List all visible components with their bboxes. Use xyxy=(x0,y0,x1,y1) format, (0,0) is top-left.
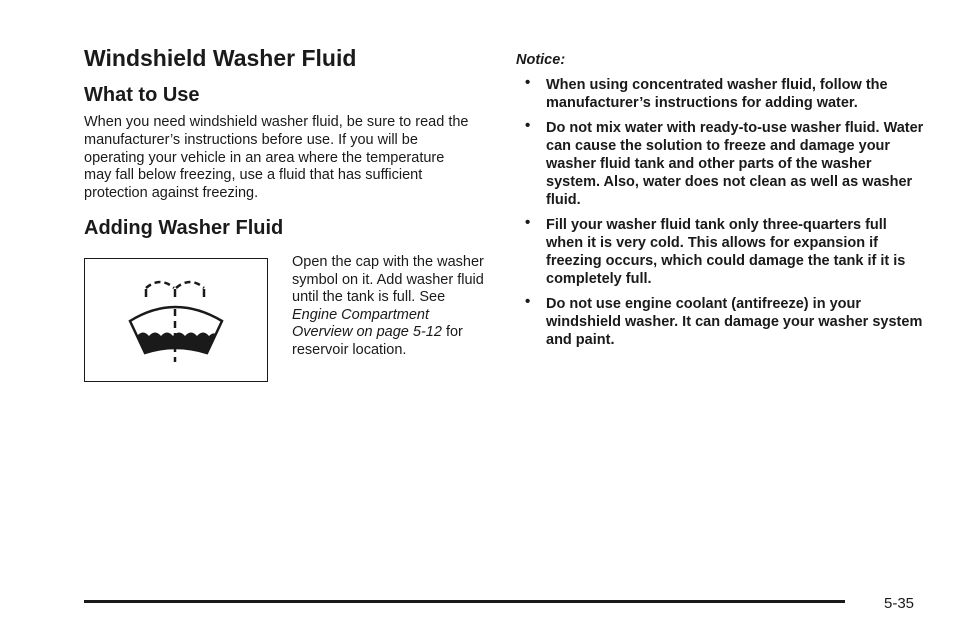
adding-figure-row xyxy=(84,253,484,388)
notice-item-text: Do not mix water with ready-to-use washer fluid. Water can cause the solution to freeze and damage your washer fluid tank and other parts of the washer system. Also, water does not clean as well as washer fluid. xyxy=(546,120,924,208)
bullet-icon: • xyxy=(525,74,531,91)
notice-item-text: Fill your washer fluid tank only three-quarters full when it is very cold. This allows for expansion if freezing occurs, which could damage the tank if it is completely full. xyxy=(546,217,906,287)
notice-item xyxy=(516,119,926,209)
notice-list xyxy=(516,76,926,349)
notice-item-text: Do not use engine coolant (antifreeze) in your windshield washer. It can damage your washer system and paint. xyxy=(546,296,923,348)
page-title: Windshield Washer Fluid xyxy=(84,45,357,71)
notice-item xyxy=(516,216,926,288)
page-number: 5-35 xyxy=(884,595,915,612)
notice-item xyxy=(516,76,926,112)
windshield-washer-symbol-icon xyxy=(85,259,269,383)
engine-compartment-link[interactable]: Engine Compartment Overview on page 5-12 xyxy=(292,306,442,341)
left-column xyxy=(84,44,484,388)
bullet-icon: • xyxy=(525,293,531,310)
washer-symbol-box xyxy=(84,258,268,382)
what-to-use-heading: What to Use xyxy=(84,84,200,106)
what-to-use-body: When you need windshield washer fluid, be sure to read the manufacturer’s instructions before use. If you will be operating your vehicle in an area where the temperature may fall below freezing, use a fluid that has sufficient protection against freezing. xyxy=(84,114,469,202)
bullet-icon: • xyxy=(525,117,531,134)
adding-washer-fluid-heading: Adding Washer Fluid xyxy=(84,216,284,239)
adding-text-after-link: for reservoir location. xyxy=(292,324,463,358)
notice-label: Notice: xyxy=(516,52,566,68)
adding-text-before-link: Open the cap with the washer symbol on it. Add washer fluid until the tank is full. See xyxy=(292,253,484,306)
right-column xyxy=(516,52,926,356)
footer-rule xyxy=(84,600,845,603)
adding-instructions xyxy=(292,254,488,360)
notice-item xyxy=(516,295,926,349)
bullet-icon: • xyxy=(525,214,531,231)
notice-item-text: When using concentrated washer fluid, follow the manufacturer’s instructions for adding water. xyxy=(546,77,888,111)
